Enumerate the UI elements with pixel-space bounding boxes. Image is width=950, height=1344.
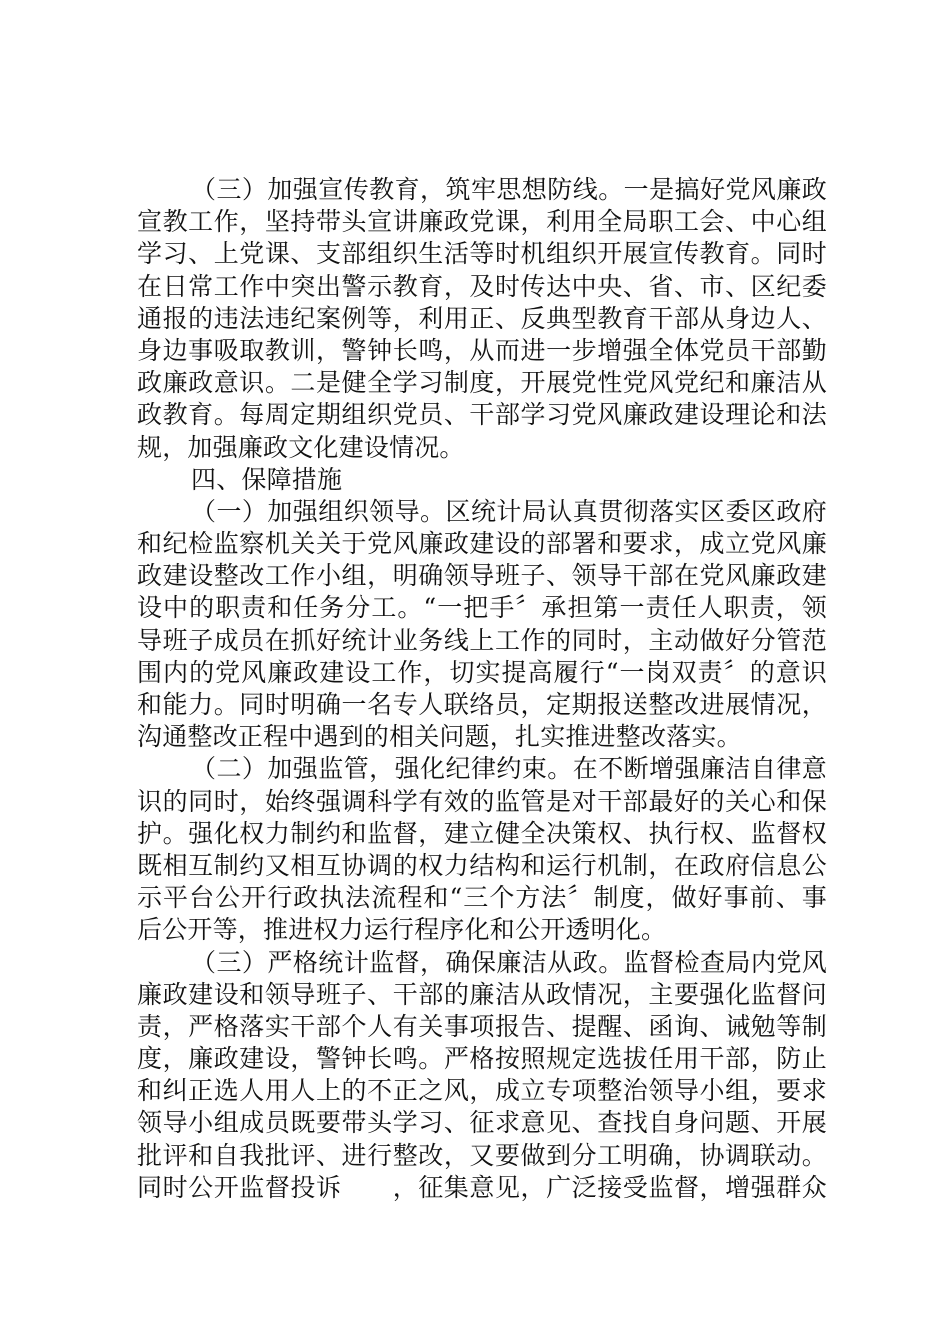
document-line: 既相互制约又相互协调的权力结构和运行机制，在政府信息公	[137, 850, 827, 880]
document-line: 责，严格落实干部个人有关事项报告、提醒、函询、诫勉等制	[137, 1011, 827, 1041]
document-line: 批评和自我批评、进行整改，又要做到分工明确，协调联动。	[137, 1140, 827, 1170]
document-line: 通报的违法违纪案例等，利用正、反典型教育干部从身边人、	[137, 303, 827, 333]
document-body	[137, 174, 827, 1204]
document-line: （三）加强宣传教育，筑牢思想防线。一是搞好党风廉政	[191, 175, 827, 204]
document-line: 示平台公开行政执法流程和“三个方法〞制度，做好事前、事	[137, 883, 827, 913]
document-line: 规，加强廉政文化建设情况。	[137, 432, 465, 462]
document-line: 和能力。同时明确一名专人联络员，定期报送整改进展情况，	[137, 690, 827, 719]
document-line: 度，廉政建设，警钟长鸣。严格按照规定选拔任用干部，防止	[137, 1044, 827, 1074]
document-line: 护。强化权力制约和监督，建立健全决策权、执行权、监督权	[137, 818, 827, 848]
document-line: 和纠正选人用人上的不正之风，成立专项整治领导小组，要求	[137, 1076, 827, 1106]
document-line: 同时公开监督投诉 ，征集意见，广泛接受监督，增强群众	[137, 1172, 827, 1202]
document-line: 围内的党风廉政建设工作，切实提高履行“一岗双责〞的意识	[137, 657, 827, 687]
document-line: 识的同时，始终强调科学有效的监管是对干部最好的关心和保	[137, 786, 827, 816]
document-line: （二）加强监管，强化纪律约束。在不断增强廉洁自律意	[191, 754, 827, 784]
document-line: 导班子成员在抓好统计业务线上工作的同时，主动做好分管范	[137, 625, 827, 655]
document-line: 身边事吸取教训，警钟长鸣，从而进一步增强全体党员干部勤	[137, 335, 827, 365]
document-line: 廉政建设和领导班子、干部的廉洁从政情况，主要强化监督问	[137, 979, 827, 1009]
document-line: 和纪检监察机关关于党风廉政建设的部署和要求，成立党风廉	[137, 529, 827, 559]
document-line: （一）加强组织领导。区统计局认真贯彻落实区委区政府	[191, 496, 827, 526]
document-line: 设中的职责和任务分工。“一把手〞承担第一责任人职责，领	[137, 593, 827, 623]
document-line: 政教育。每周定期组织党员、干部学习党风廉政建设理论和法	[137, 400, 827, 430]
document-line: 学习、上党课、支部组织生活等时机组织开展宣传教育。同时	[137, 239, 827, 269]
document-line: 政廉政意识。二是健全学习制度，开展党性党风党纪和廉洁从	[137, 368, 827, 398]
document-line: 后公开等，推进权力运行程序化和公开透明化。	[137, 915, 667, 945]
document-line: 四、保障措施	[191, 464, 343, 494]
document-line: 沟通整改正程中遇到的相关问题，扎实推进整改落实。	[137, 722, 742, 752]
document-line: 政建设整改工作小组，明确领导班子、领导干部在党风廉政建	[137, 561, 827, 591]
document-line: 宣教工作，坚持带头宣讲廉政党课，利用全局职工会、中心组	[137, 207, 827, 237]
document-line: 领导小组成员既要带头学习、征求意见、查找自身问题、开展	[137, 1108, 827, 1138]
document-line: 在日常工作中突出警示教育，及时传达中央、省、市、区纪委	[137, 271, 827, 301]
document-line: （三）严格统计监督，确保廉洁从政。监督检查局内党风	[191, 947, 827, 977]
